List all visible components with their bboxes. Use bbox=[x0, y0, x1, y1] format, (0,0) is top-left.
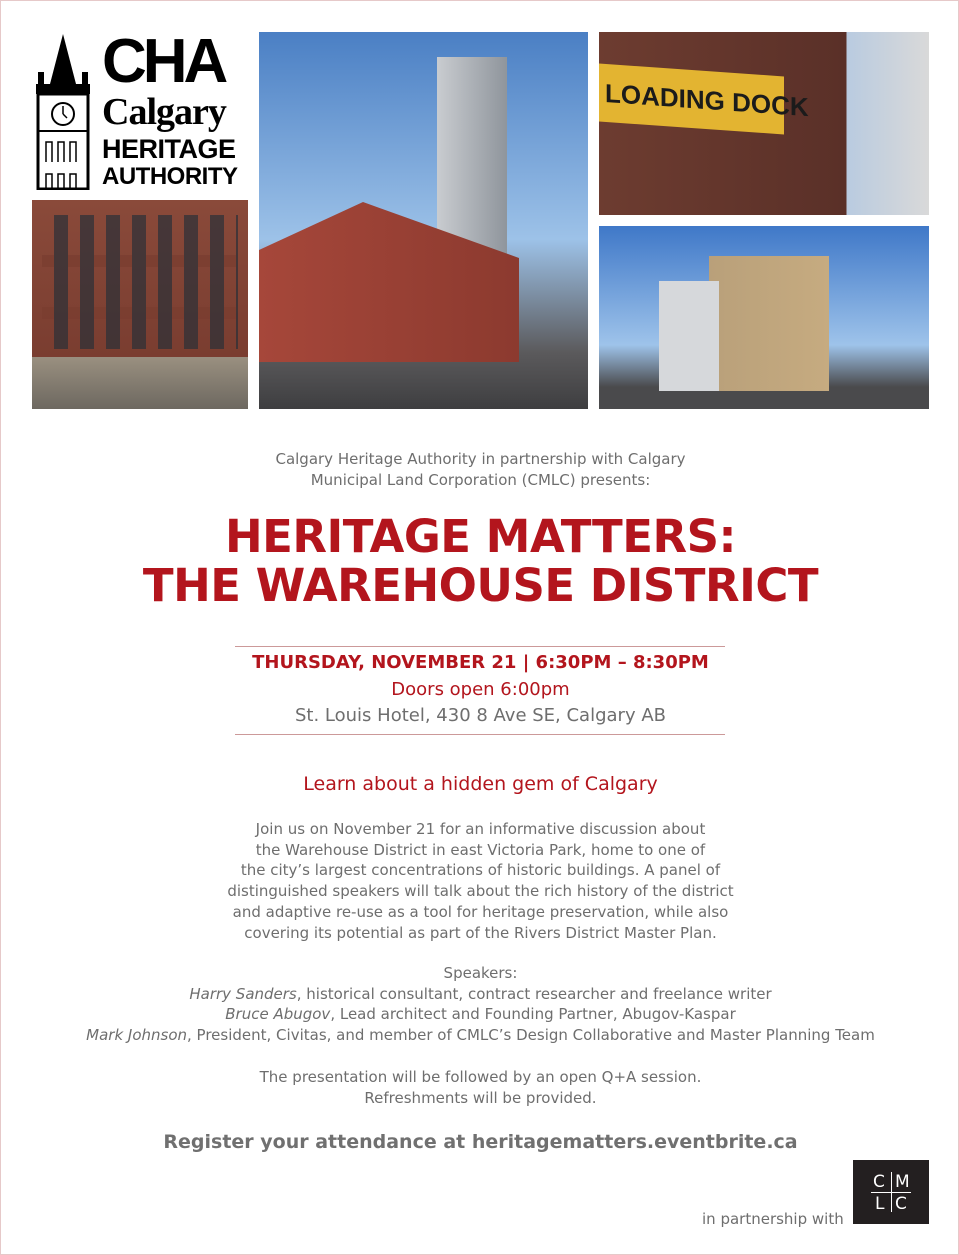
title-line-1: HERITAGE MATTERS: bbox=[225, 510, 736, 563]
divider-top bbox=[235, 646, 725, 647]
speaker-role: , historical consultant, contract researcher and freelance writer bbox=[296, 984, 772, 1003]
cha-logo bbox=[32, 27, 248, 190]
subheading: Learn about a hidden gem of Calgary bbox=[303, 773, 658, 795]
photo-loading-dock bbox=[599, 32, 929, 215]
speaker-name: Bruce Abugov bbox=[225, 1005, 331, 1024]
partner-label: in partnership with bbox=[702, 1210, 844, 1228]
photo-warehouse-district bbox=[599, 226, 929, 409]
event-doors: Doors open 6:00pm bbox=[391, 679, 570, 700]
description-line: covering its potential as part of the Rivers District Master Plan. bbox=[244, 923, 717, 942]
loading-dock-sign: LOADING DOCK bbox=[599, 64, 784, 135]
photo-pilkington-building bbox=[259, 32, 588, 409]
logo-letter: L bbox=[875, 1194, 885, 1214]
closing bbox=[1, 1067, 959, 1108]
closing-line: Refreshments will be provided. bbox=[364, 1088, 597, 1107]
logo-authority: AUTHORITY bbox=[102, 163, 238, 190]
cmlc-logo bbox=[853, 1160, 929, 1224]
description bbox=[1, 819, 959, 943]
logo-letter: M bbox=[895, 1172, 910, 1192]
intro-line: Calgary Heritage Authority in partnership with Calgary bbox=[275, 450, 686, 468]
intro-line: Municipal Land Corporation (CMLC) presents: bbox=[310, 471, 651, 489]
description-line: distinguished speakers will talk about the rich history of the district bbox=[227, 882, 734, 901]
description-line: Join us on November 21 for an informative discussion about bbox=[255, 820, 706, 838]
logo-calgary: Calgary bbox=[102, 91, 226, 133]
clock-tower-icon bbox=[32, 32, 94, 190]
title-line-2: THE WAREHOUSE DISTRICT bbox=[142, 559, 819, 612]
speaker-name: Harry Sanders bbox=[189, 984, 297, 1003]
intro bbox=[1, 449, 959, 491]
logo-heritage: HERITAGE bbox=[102, 134, 236, 164]
description-line: the city’s largest concentrations of historic buildings. A panel of bbox=[240, 861, 721, 880]
speaker-item bbox=[1, 1025, 959, 1046]
event-datetime: THURSDAY, NOVEMBER 21 | 6:30PM – 8:30PM bbox=[252, 652, 709, 673]
description-line: and adaptive re-use as a tool for heritage preservation, while also bbox=[232, 902, 729, 921]
event-venue: St. Louis Hotel, 430 8 Ave SE, Calgary AB bbox=[295, 705, 666, 726]
logo-abbr: CHA bbox=[102, 27, 225, 96]
speaker-name: Mark Johnson bbox=[86, 1026, 188, 1045]
speaker-role: , Lead architect and Founding Partner, Abugov-Kaspar bbox=[330, 1005, 736, 1024]
speaker-item bbox=[1, 984, 959, 1005]
register-link[interactable]: Register your attendance at heritagematters.eventbrite.ca bbox=[163, 1131, 798, 1153]
logo-letter: C bbox=[873, 1172, 885, 1192]
divider-bottom bbox=[235, 734, 725, 735]
speakers bbox=[1, 963, 959, 1046]
page-title bbox=[1, 512, 959, 610]
speaker-item bbox=[1, 1004, 959, 1025]
description-line: the Warehouse District in east Victoria Park, home to one of bbox=[255, 840, 706, 859]
speakers-label: Speakers: bbox=[443, 964, 518, 982]
speaker-role: , President, Civitas, and member of CMLC’s Design Collaborative and Master Planning Team bbox=[187, 1026, 875, 1045]
closing-line: The presentation will be followed by an open Q+A session. bbox=[259, 1068, 702, 1086]
logo-letter: C bbox=[895, 1194, 907, 1214]
photo-brick-building bbox=[32, 200, 248, 409]
